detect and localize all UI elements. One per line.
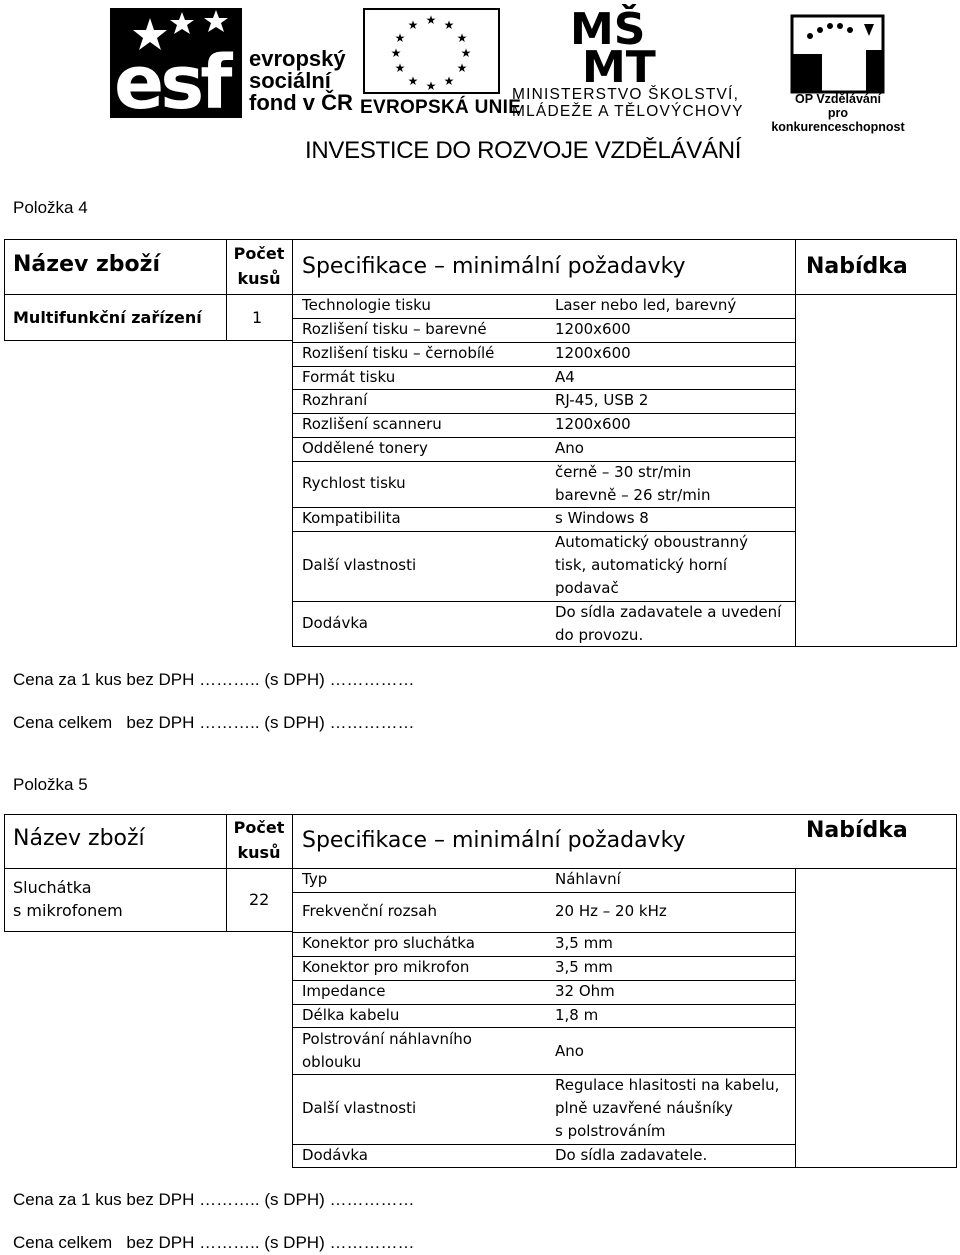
header-count-line: Počet <box>233 244 285 263</box>
svg-text:★: ★ <box>443 74 455 88</box>
spec-param: Další vlastnosti <box>302 1099 417 1117</box>
item4-header-offer: Nabídka <box>806 254 908 279</box>
spec-param: Rozhraní <box>302 391 368 409</box>
spec-value: Náhlavní <box>555 870 621 888</box>
item5-price-total: Cena celkem bez DPH ……….. (s DPH) …………… <box>13 1233 415 1252</box>
spec-param: Délka kabelu <box>302 1006 400 1024</box>
spec-value: 20 Hz – 20 kHz <box>555 902 667 920</box>
item5-header-count <box>226 815 292 865</box>
svg-text:★: ★ <box>394 31 406 45</box>
spec-param: Rychlost tisku <box>302 474 406 492</box>
product-line: Sluchátka <box>13 878 92 897</box>
item5-count: 22 <box>249 890 270 909</box>
spec-param: Rozlišení scanneru <box>302 415 442 433</box>
spec-value: s Windows 8 <box>555 509 649 527</box>
spec-param: Rozlišení tisku – barevné <box>302 320 487 338</box>
esf-label-line: sociální <box>249 68 331 93</box>
spec-param: Typ <box>302 870 328 888</box>
svg-text:★: ★ <box>456 61 468 75</box>
spec-value: 3,5 mm <box>555 934 613 952</box>
spec-param: Konektor pro mikrofon <box>302 958 470 976</box>
spec-param: Dodávka <box>302 614 368 632</box>
item4-product: Multifunkční zařízení <box>13 308 202 327</box>
svg-text:★: ★ <box>407 74 419 88</box>
item4-count: 1 <box>252 308 263 327</box>
spec-value: 1,8 m <box>555 1006 599 1024</box>
svg-text:★: ★ <box>407 18 419 32</box>
spec-value: Do sídla zadavatele a uvedení <box>555 603 782 621</box>
item5-header-name: Název zboží <box>13 826 145 851</box>
spec-value: A4 <box>555 368 575 386</box>
spec-param: Další vlastnosti <box>302 556 417 574</box>
spec-value: plně uzavřené náušníky <box>555 1099 733 1117</box>
spec-param: Formát tisku <box>302 368 396 386</box>
item4-price-unit: Cena za 1 kus bez DPH ……….. (s DPH) …………… <box>13 670 415 689</box>
esf-label-line: fond v ČR <box>249 90 353 115</box>
spec-value: Regulace hlasitosti na kabelu, <box>555 1076 780 1094</box>
op-label-line: OP Vzdělávání <box>795 92 881 106</box>
spec-value: 32 Ohm <box>555 982 615 1000</box>
item4-header-name: Název zboží <box>13 252 160 277</box>
msmt-label-line: MLÁDEŽE A TĚLOVÝCHOVY <box>512 103 744 120</box>
spec-value: s polstrováním <box>555 1122 666 1140</box>
svg-text:★: ★ <box>425 13 437 27</box>
header-count-line: kusů <box>237 269 281 288</box>
spec-value: RJ-45, USB 2 <box>555 391 649 409</box>
item4-price-total: Cena celkem bez DPH ……….. (s DPH) …………… <box>13 713 415 732</box>
spec-value: černě – 30 str/min <box>555 463 692 481</box>
esf-letters: esf <box>114 40 229 126</box>
svg-text:★: ★ <box>394 61 406 75</box>
product-line: s mikrofonem <box>13 901 123 920</box>
svg-text:★: ★ <box>443 18 455 32</box>
msmt-label-line: MINISTERSTVO ŠKOLSTVÍ, <box>512 86 740 103</box>
spec-param: Rozlišení tisku – černobílé <box>302 344 495 362</box>
spec-param: Dodávka <box>302 1146 368 1164</box>
spec-param: oblouku <box>302 1053 362 1071</box>
svg-text:MŠ: MŠ <box>570 4 646 55</box>
spec-value: podavač <box>555 579 619 597</box>
spec-param: Kompatibilita <box>302 509 401 527</box>
item4-label: Položka 4 <box>13 198 88 217</box>
spec-param: Konektor pro sluchátka <box>302 934 475 952</box>
spec-value: 1200x600 <box>555 320 631 338</box>
spec-value: Ano <box>555 439 584 457</box>
spec-value: Ano <box>555 1042 584 1060</box>
item4-header-spec: Specifikace – minimální požadavky <box>302 254 686 279</box>
item5-header-spec: Specifikace – minimální požadavky <box>302 828 686 853</box>
item5-product <box>13 876 123 922</box>
item5-price-unit: Cena za 1 kus bez DPH ……….. (s DPH) …………… <box>13 1190 415 1209</box>
spec-value: Do sídla zadavatele. <box>555 1146 708 1164</box>
spec-param: Frekvenční rozsah <box>302 902 437 920</box>
item5-label: Položka 5 <box>13 775 88 794</box>
spec-value: barevně – 26 str/min <box>555 486 711 504</box>
op-label-line: pro konkurenceschopnost <box>771 106 905 134</box>
header-count-line: kusů <box>237 843 281 862</box>
spec-param: Oddělené tonery <box>302 439 428 457</box>
header-count-line: Počet <box>233 818 285 837</box>
spec-param: Impedance <box>302 982 386 1000</box>
spec-value: Automatický oboustranný <box>555 533 749 551</box>
spec-value: 3,5 mm <box>555 958 613 976</box>
svg-text:★: ★ <box>456 31 468 45</box>
spec-param: Polstrování náhlavního <box>302 1030 472 1048</box>
spec-value: Laser nebo led, barevný <box>555 296 737 314</box>
svg-text:★: ★ <box>390 46 402 60</box>
investice-slogan: INVESTICE DO ROZVOJE VZDĚLÁVÁNÍ <box>305 137 742 164</box>
spec-param: Technologie tisku <box>302 296 431 314</box>
esf-label-line: evropský <box>249 46 346 71</box>
svg-text:★: ★ <box>425 79 437 92</box>
item5-header-offer: Nabídka <box>806 818 908 843</box>
spec-value: 1200x600 <box>555 415 631 433</box>
spec-value: 1200x600 <box>555 344 631 362</box>
spec-value: tisk, automatický horní <box>555 556 728 574</box>
svg-text:MT: MT <box>582 42 656 82</box>
spec-value: do provozu. <box>555 626 644 644</box>
eu-label: EVROPSKÁ UNIE <box>360 97 522 118</box>
svg-text:★: ★ <box>460 46 472 60</box>
